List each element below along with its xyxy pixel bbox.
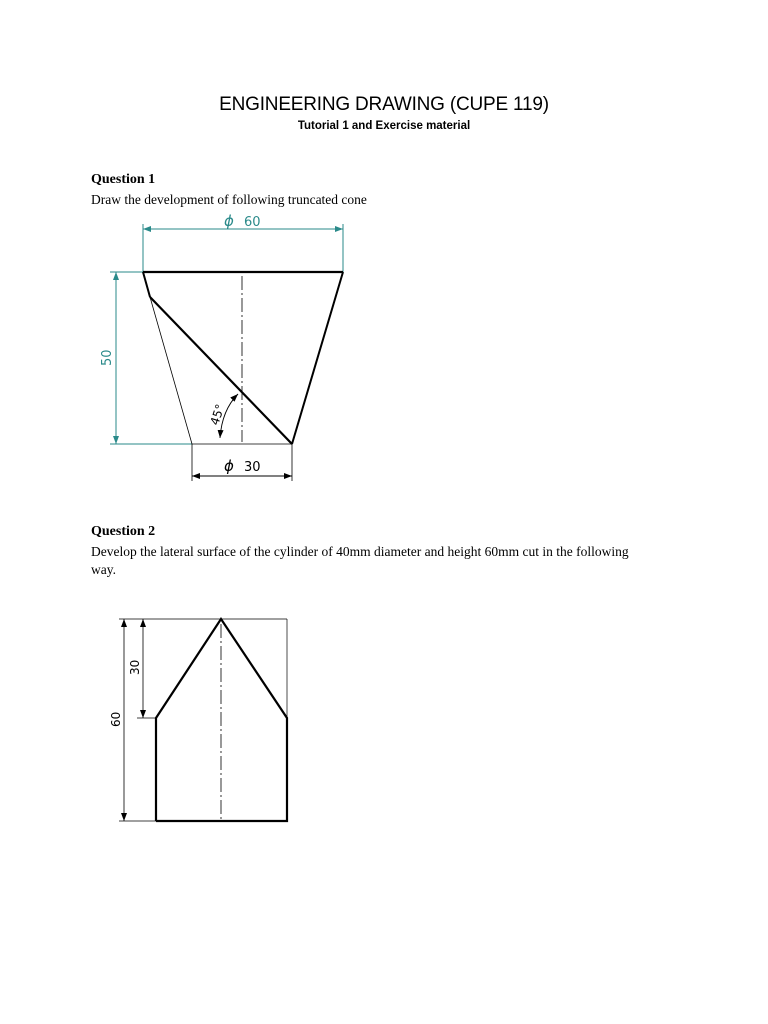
top-diameter-symbol: ϕ (224, 212, 234, 230)
height-label: 50 (100, 349, 115, 366)
question-2-text: Develop the lateral surface of the cylinder of 40mm diameter and height 60mm cut in the following way. (91, 544, 629, 577)
question-1-text: Draw the development of following truncated cone (91, 192, 367, 207)
cone-left-edge-visible (143, 272, 150, 297)
cut-height-label: 30 (128, 659, 142, 675)
document-title: ENGINEERING DRAWING (CUPE 119) (219, 94, 549, 115)
top-diameter-label: 60 (244, 215, 261, 230)
truncated-cone-drawing (100, 212, 343, 481)
bottom-diameter-label: 30 (244, 460, 261, 475)
cone-right-edge (292, 272, 343, 444)
total-height-label: 60 (109, 711, 123, 727)
document-subtitle: Tutorial 1 and Exercise material (297, 120, 471, 132)
angle-label: 45° (207, 402, 228, 427)
cut-cylinder-drawing (109, 619, 287, 821)
bottom-diameter-symbol: ϕ (224, 457, 234, 475)
question-2-heading: Question 2 (91, 524, 156, 539)
question-1-heading: Question 1 (91, 172, 156, 187)
cut-cylinder-outline (156, 619, 287, 821)
